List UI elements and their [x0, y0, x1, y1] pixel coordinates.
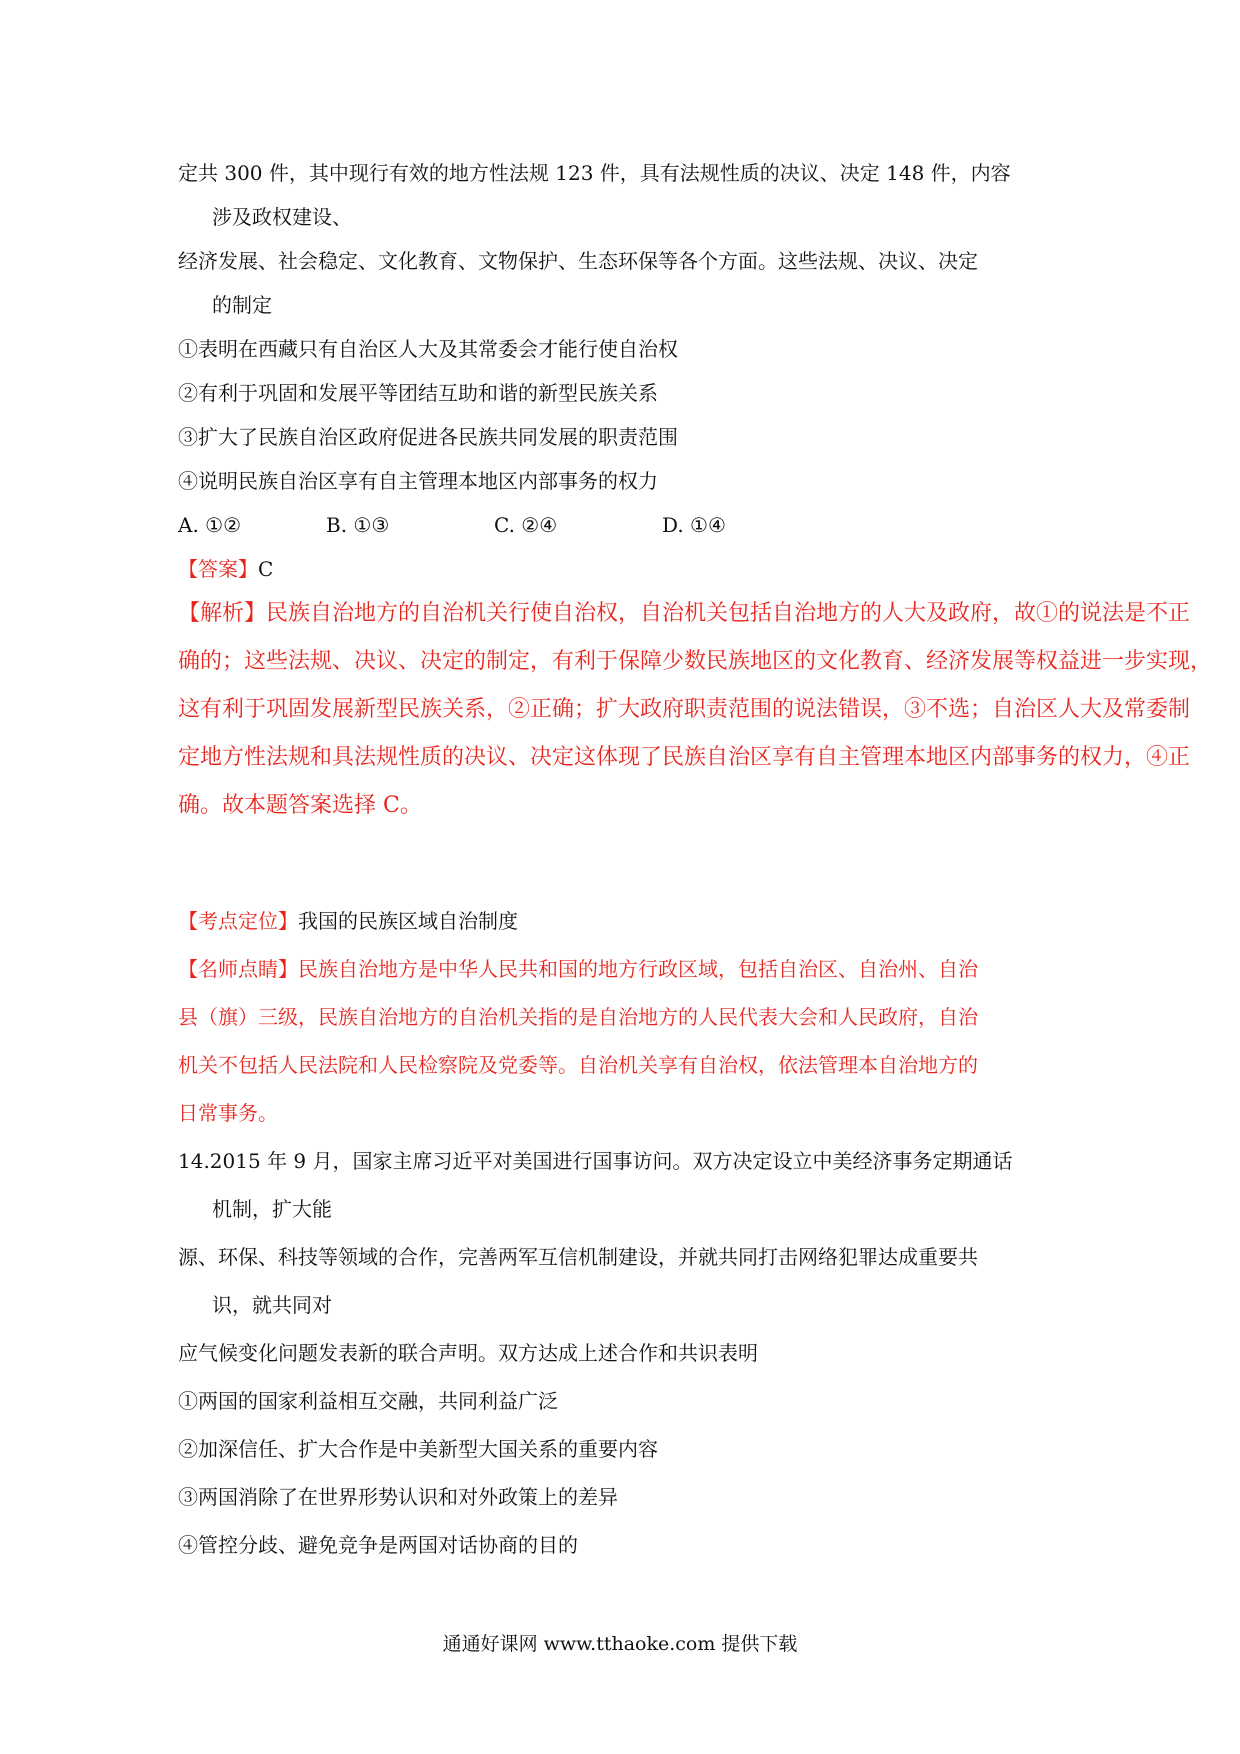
q13-answer: [178, 556, 273, 582]
answer-value: C: [258, 557, 274, 581]
answer-label: 【答案】: [178, 557, 258, 581]
q14-statement-4: ④管控分歧、避免竞争是两国对话协商的目的: [178, 1533, 578, 1557]
dianjing-line-2: 县（旗）三级，民族自治地方的自治机关指的是自治地方的人民代表大会和人民政府，自治: [178, 1005, 978, 1029]
q13-stem-line-3: 经济发展、社会稳定、文化教育、文物保护、生态环保等各个方面。这些法规、决议、决定: [178, 249, 978, 273]
analysis-line-1: 【解析】民族自治地方的自治机关行使自治权，自治机关包括自治地方的人大及政府，故①的说法是不正: [178, 601, 1191, 626]
q14-stem-line-5: 应气候变化问题发表新的联合声明。双方达成上述合作和共识表明: [178, 1341, 758, 1365]
option-a: A. ①②: [178, 513, 242, 537]
q14-statement-1: ①两国的国家利益相互交融，共同利益广泛: [178, 1389, 558, 1413]
q13-stem-line-2: 涉及政权建设、: [212, 205, 352, 229]
q13-stem-line-1: 定共 300 件，其中现行有效的地方性法规 123 件，具有法规性质的决议、决定 148 件，内容: [178, 161, 1011, 185]
q13-stem-line-4: 的制定: [212, 293, 272, 317]
option-c: C. ②④: [494, 513, 558, 537]
dianjing-line-1: 【名师点睛】民族自治地方是中华人民共和国的地方行政区域，包括自治区、自治州、自治: [178, 957, 978, 981]
q14-stem-line-1: 14.2015 年 9 月，国家主席习近平对美国进行国事访问。双方决定设立中美经济事务定期通话: [178, 1149, 1013, 1173]
q13-statement-4: ④说明民族自治区享有自主管理本地区内部事务的权力: [178, 469, 658, 493]
q14-statement-3: ③两国消除了在世界形势认识和对外政策上的差异: [178, 1485, 618, 1509]
q14-stem-line-4: 识，就共同对: [212, 1293, 332, 1317]
analysis-line-3: 这有利于巩固发展新型民族关系，②正确；扩大政府职责范围的说法错误，③不选；自治区人大及常委制: [178, 697, 1191, 722]
q13-statement-1: ①表明在西藏只有自治区人大及其常委会才能行使自治权: [178, 337, 678, 361]
q13-statement-3: ③扩大了民族自治区政府促进各民族共同发展的职责范围: [178, 425, 678, 449]
q13-analysis: [178, 590, 1213, 830]
kaodian-text: 我国的民族区域自治制度: [298, 909, 518, 933]
q14-stem-line-3: 源、环保、科技等领域的合作，完善两军互信机制建设，并就共同打击网络犯罪达成重要共: [178, 1245, 978, 1269]
q13-statement-2: ②有利于巩固和发展平等团结互助和谐的新型民族关系: [178, 381, 658, 405]
q13-options: [178, 512, 726, 538]
analysis-line-5: 确。故本题答案选择 C。: [178, 793, 422, 818]
dianjing-line-3: 机关不包括人民法院和人民检察院及党委等。自治机关享有自治权，依法管理本自治地方的: [178, 1053, 978, 1077]
option-d: D. ①④: [662, 513, 726, 537]
dianjing-line-4: 日常事务。: [178, 1101, 278, 1125]
option-b: B. ①③: [326, 513, 390, 537]
q14-statement-2: ②加深信任、扩大合作是中美新型大国关系的重要内容: [178, 1437, 658, 1461]
q14-stem-line-2: 机制，扩大能: [212, 1197, 332, 1221]
analysis-line-2: 确的；这些法规、决议、决定的制定，有利于保障少数民族地区的文化教育、经济发展等权益进一步实现，: [178, 649, 1213, 674]
page-footer: 通通好课网 www.tthaoke.com 提供下载: [442, 1633, 798, 1655]
analysis-line-4: 定地方性法规和具法规性质的决议、决定这体现了民族自治区享有自主管理本地区内部事务的权力，④正: [178, 745, 1191, 770]
kaodian-label: 【考点定位】: [178, 909, 298, 933]
q13-kaodian: [178, 908, 518, 934]
